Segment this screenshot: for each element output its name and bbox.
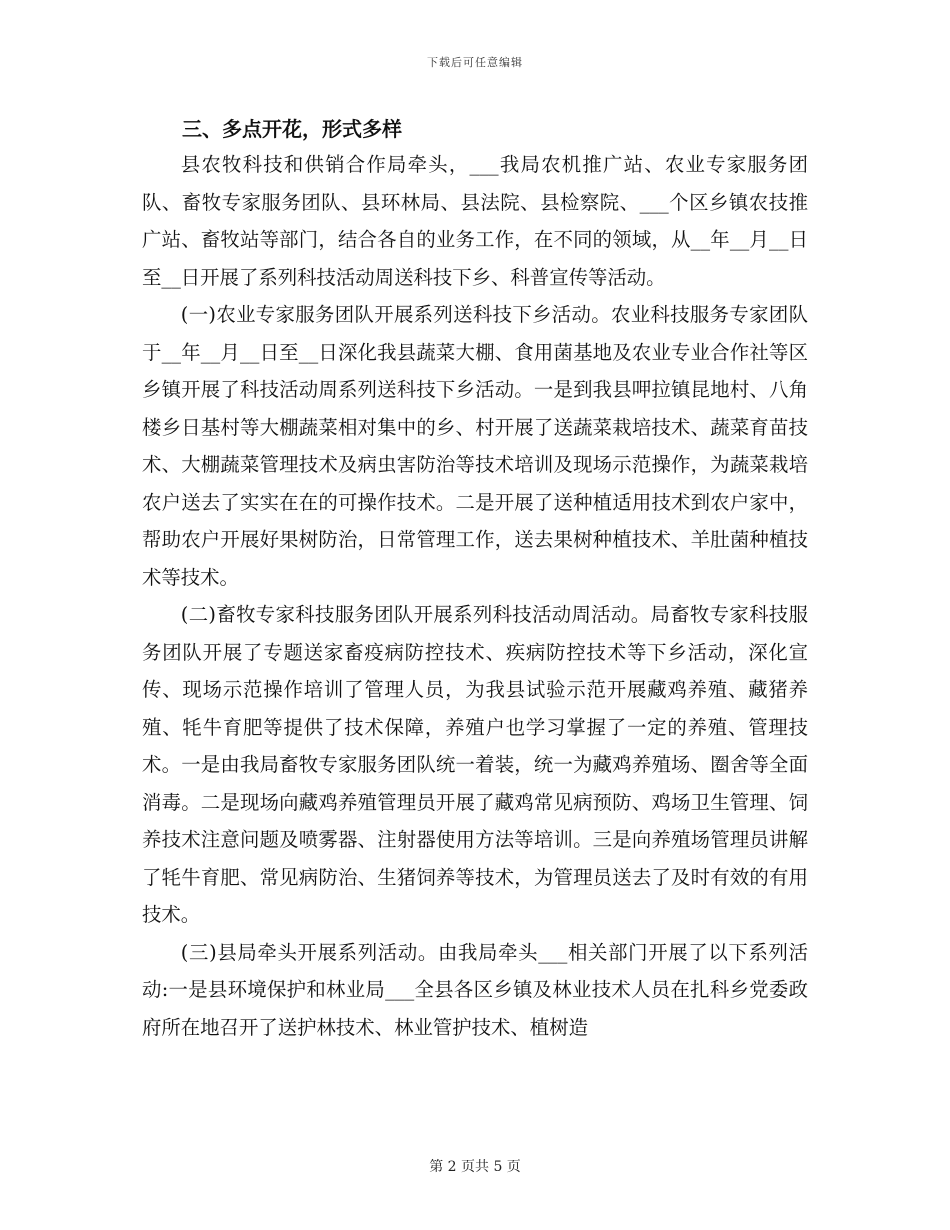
- page-header: 下载后可任意编辑: [427, 56, 523, 69]
- paragraph-county-bureau: (三)县局牵头开展系列活动。由我局牵头___相关部门开展了以下系列活动:一是县环境保护和林业局___全县各区乡镇及林业技术人员在扎科乡党委政府所在地召开了送护林技术、林业管护技术、植树造: [142, 940, 808, 1039]
- page-footer: 第 2 页共 5 页: [429, 1159, 521, 1175]
- document-body: [142, 112, 808, 1046]
- paragraph-livestock-team: (二)畜牧专家科技服务团队开展系列科技活动周活动。局畜牧专家科技服务团队开展了专题送家畜疫病防控技术、疾病防控技术等下乡活动，深化宣传、现场示范操作培训了管理人员，为我县试验示范开展藏鸡养殖、藏猪养殖、牦牛育肥等提供了技术保障，养殖户也学习掌握了一定的养殖、管理技术。一是由我局畜牧专家服务团队统一着装，统一为藏鸡养殖场、圈舍等全面消毒。二是现场向藏鸡养殖管理员开展了藏鸡常见病预防、鸡场卫生管理、饲养技术注意问题及喷雾器、注射器使用方法等培训。三是向养殖场管理员讲解了牦牛育肥、常见病防治、生猪饲养等技术，为管理员送去了及时有效的有用技术。: [142, 603, 808, 926]
- section-title: 三、多点开花，形式多样: [182, 117, 402, 141]
- paragraph-intro: 县农牧科技和供销合作局牵头，___我局农机推广站、农业专家服务团队、畜牧专家服务团队、县环林局、县法院、县检察院、___个区乡镇农技推广站、畜牧站等部门，结合各自的业务工作，在不同的领域，从__年__月__日至__日开展了系列科技活动周送科技下乡、科普宣传等活动。: [142, 153, 808, 289]
- paragraph-agriculture-team: (一)农业专家服务团队开展系列送科技下乡活动。农业科技服务专家团队于__年__月__日至__日深化我县蔬菜大棚、食用菌基地及农业专业合作社等区乡镇开展了科技活动周系列送科技下乡活动。一是到我县呷拉镇昆地村、八角楼乡日基村等大棚蔬菜相对集中的乡、村开展了送蔬菜栽培技术、蔬菜育苗技术、大棚蔬菜管理技术及病虫害防治等技术培训及现场示范操作，为蔬菜栽培农户送去了实实在在的可操作技术。二是开展了送种植适用技术到农户家中，帮助农户开展好果树防治，日常管理工作，送去果树种植技术、羊肚菌种植技术等技术。: [142, 303, 808, 589]
